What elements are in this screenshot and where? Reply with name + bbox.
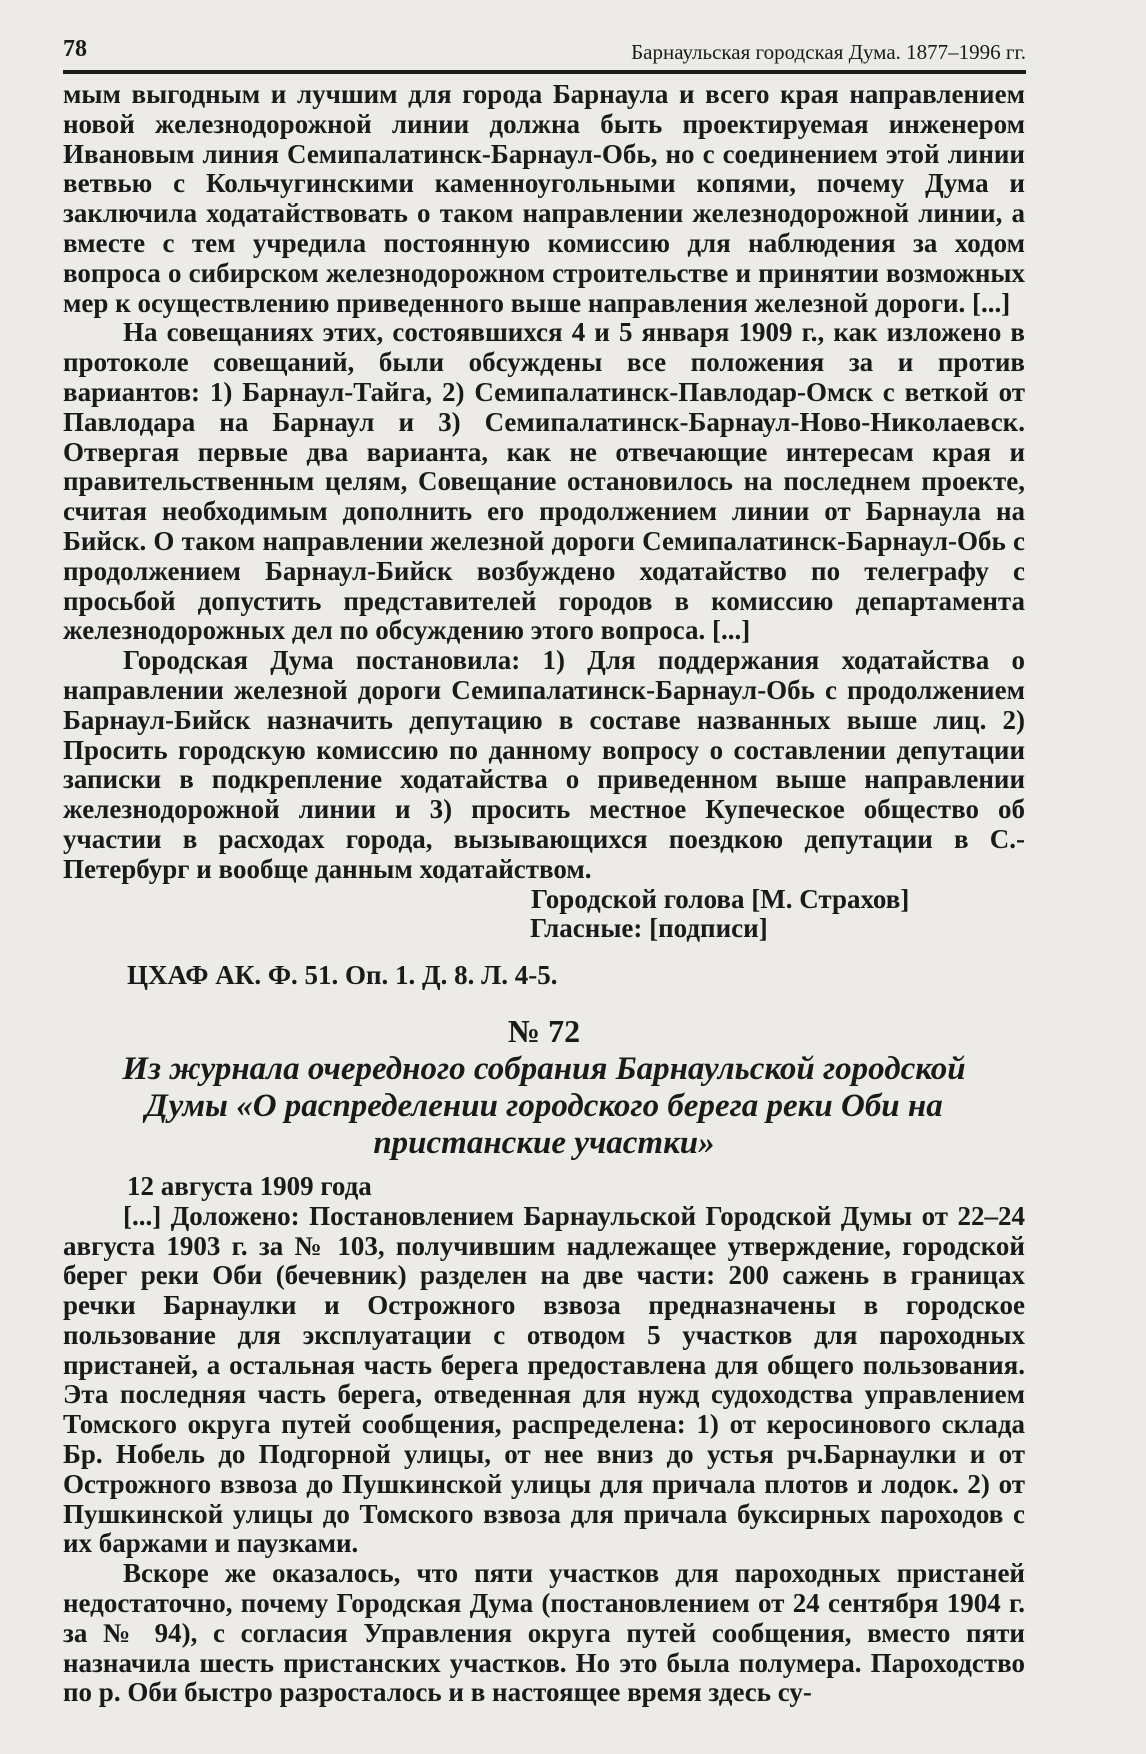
paragraph: Вскоре же оказалось, что пяти участков для пароходных пристаней недостаточно, почему Городская Дума (постановлением от 24 сентября 1904 г. за № 94), с согласия Управления округа путей сообщения, вместо пяти назначила шесть пристанских участков. Но это была полумера. Пароходство по р. Оби быстро разросталось и в настоящее время здесь су-	[63, 1558, 1025, 1708]
document-title: Из журнала очередного собрания Барнаульской городской Думы «О распределении городского берега реки Оби на пристанские участки»	[122, 1050, 966, 1161]
paragraph: На совещаниях этих, состоявшихся 4 и 5 января 1909 г., как изложено в протоколе совещаний, были обсуждены все положения за и против вариантов: 1) Барнаул-Тайга, 2) Семипалатинск-Павлодар-Омск с веткой от Павлодара на Барнаул и 3) Семипалатинск-Барнаул-Ново-Николаевск. Отвергая первые два варианта, как не отвечающие интересам края и правительственным целям, Совещание остановилось на последнем проекте, считая необходимым дополнить его продолжением линии от Барнаула на Бийск. О таком направлении железной дороги Семипалатинск-Барнаул-Обь с продолжением Барнаул-Бийск возбуждено ходатайство по телеграфу с просьбой допустить представителей городов в комиссию департамента железнодорожных дел по обсуждению этого вопроса. [...]	[63, 317, 1025, 646]
paragraph: мым выгодным и лучшим для города Барнаула и всего края направлением новой железнодорожной линии должна быть проектируемая инженером Ивановым линия Семипалатинск-Барнаул-Обь, но с соединением этой линии ветвью с Кольчугинскими каменноугольными копями, почему Дума и заключила ходатайствовать о таком направлении железнодорожной линии, а вместе с тем учредила постоянную комиссию для наблюдения за ходом вопроса о сибирском железнодорожном строительстве и принятии возможных мер к осуществлению приведенного выше направления железной дороги. [...]	[63, 79, 1025, 318]
running-head: Барнаульская городская Дума. 1877–1996 гг.	[631, 40, 1026, 64]
archive-reference: ЦХАФ АК. Ф. 51. Оп. 1. Д. 8. Л. 4-5.	[127, 960, 558, 991]
document-body	[63, 80, 1025, 1708]
signature-mayor: Городской голова [М. Страхов]	[531, 883, 910, 914]
paragraph: Городская Дума постановила: 1) Для поддержания ходатайства о направлении железной дороги Семипалатинск-Барнаул-Обь с продолжением Барнаул-Бийск назначить депутацию в составе названных выше лиц. 2) Просить городскую комиссию по данному вопросу о составлении депутации записки в подкрепление ходатайства о приведенном выше направлении железнодорожной линии и 3) просить местное Купеческое общество об участии в расходах города, вызывающихся поездкою депутации в С.-Петербург и вообще данным ходатайством.	[63, 645, 1025, 884]
document-date: 12 августа 1909 года	[127, 1170, 372, 1201]
signature-members: Гласные: [подписи]	[530, 913, 768, 944]
page-number: 78	[63, 36, 87, 62]
paragraph: [...] Доложено: Постановлением Барнаульской Городской Думы от 22–24 августа 1903 г. за № 103, получившим надлежащее утверждение, городской берег реки Оби (бечевник) разделен на две части: 200 сажень в границах речки Барнаулки и Острожного взвоза предназначены в городское пользование для эксплуатации с отводом 5 участков для пароходных пристаней, а остальная часть берега предоставлена для общего пользования. Эта последняя часть берега, отведенная для нужд судоходства управлением Томского округа путей сообщения, распределена: 1) от керосинового склада Бр. Нобель до Подгорной улицы, от нее вниз до устья рч.Барнаулки и от Острожного взвоза до Пушкинской улицы для причала плотов и лодок. 2) от Пушкинской улицы до Томского взвоза для причала буксирных пароходов с их баржами и паузками.	[63, 1200, 1025, 1559]
document-number: № 72	[507, 1012, 581, 1049]
page-header	[63, 36, 1026, 74]
